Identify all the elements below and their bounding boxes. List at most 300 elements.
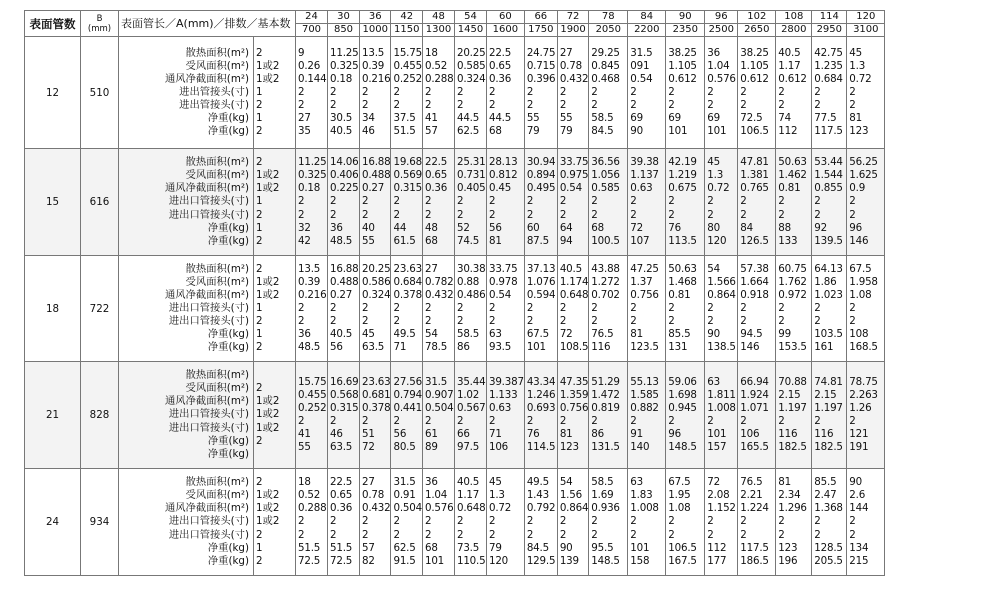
value-cell: [705, 469, 738, 576]
tube-count: 24: [25, 469, 81, 576]
row-count: 2: [256, 125, 263, 138]
value-cell: [524, 37, 557, 149]
row-count: 1: [256, 195, 263, 208]
row-count: 1: [256, 541, 263, 554]
row-count: 1或2: [256, 72, 280, 85]
row-count: 1: [256, 221, 263, 234]
value: 2: [424, 528, 432, 541]
value-cell: [486, 469, 524, 576]
value: 167.5: [668, 554, 697, 567]
value: 58.5: [591, 112, 614, 125]
value: 131: [668, 341, 688, 354]
value: 1.359: [559, 388, 589, 401]
value: 091: [630, 59, 650, 72]
value: 2: [393, 85, 400, 98]
value: 82: [362, 554, 375, 567]
value-cell: [812, 37, 847, 149]
value: 81: [630, 328, 643, 341]
value: 44.5: [488, 112, 512, 125]
value: 2: [424, 99, 432, 112]
value: 63.5: [330, 441, 353, 454]
value: 157: [707, 441, 727, 454]
value: 1.04: [707, 59, 730, 72]
header-a-12: 2500: [705, 24, 738, 37]
value: 1.26: [849, 401, 872, 414]
value: 0.567: [456, 401, 486, 414]
value: 0.684: [814, 72, 843, 85]
value: 2: [362, 528, 369, 541]
value: 50.63: [778, 156, 807, 169]
value-cell: [422, 469, 454, 576]
value: 0.52: [298, 489, 321, 502]
value-cell: [360, 37, 391, 149]
value: 16.88: [362, 156, 391, 169]
value: 0.39: [298, 275, 321, 288]
value: 36: [424, 476, 438, 489]
header-length-7: 66: [524, 11, 557, 24]
value: 72: [707, 476, 720, 489]
value: 69: [630, 112, 643, 125]
row-count: 2: [256, 315, 263, 328]
value: 53.44: [814, 156, 843, 169]
value: 0.488: [330, 275, 359, 288]
value: 1.69: [591, 489, 614, 502]
row-count: 2: [256, 46, 263, 59]
header-b-unit: (mm): [87, 23, 112, 34]
value-cell: [589, 256, 628, 362]
value: 0.9: [849, 182, 866, 195]
value: 0.586: [362, 275, 391, 288]
row-label: 进出口管接头(寸): [168, 208, 249, 221]
value: 2: [814, 415, 821, 427]
value: 196: [778, 554, 798, 567]
value: 0.432: [424, 288, 454, 301]
header-length-15: 114: [812, 11, 847, 24]
header-a-5: 1450: [454, 24, 486, 37]
value: 18: [424, 46, 438, 59]
value: 36: [330, 221, 343, 234]
value: 27: [559, 46, 573, 59]
value: 2: [330, 415, 337, 427]
value: 13.5: [298, 262, 321, 275]
header-a-1: 850: [328, 24, 360, 37]
value-cell: [557, 37, 588, 149]
value: 19.68: [393, 156, 422, 169]
value-cell: [628, 362, 666, 469]
value: 2: [526, 515, 534, 528]
value: 1.296: [778, 502, 807, 515]
value: 0.569: [393, 169, 422, 182]
header-length-2: 36: [360, 11, 391, 24]
value: 1.625: [849, 169, 878, 182]
value: 40.5: [330, 125, 353, 138]
row-count: 2: [256, 434, 263, 447]
value: 0.576: [707, 72, 736, 85]
value: 0.252: [393, 72, 422, 85]
value: 2: [298, 85, 305, 98]
value: 13.5: [362, 46, 385, 59]
value: 1.02: [456, 388, 480, 401]
value: 0.81: [668, 288, 691, 301]
value: 128.5: [814, 541, 843, 554]
row-label: 散热面积(m²): [185, 369, 249, 382]
value-cell: [812, 362, 847, 469]
row-label: 散热面积(m²): [185, 156, 249, 169]
value-cell: [360, 469, 391, 576]
value: 2: [849, 99, 856, 112]
value-cell: [454, 37, 486, 149]
value: 2: [630, 99, 637, 112]
value: 60.75: [778, 262, 807, 275]
value: 0.918: [740, 288, 769, 301]
value: 2: [668, 208, 675, 221]
value: 56: [393, 428, 407, 441]
value: 55: [362, 234, 375, 247]
tube-count: 12: [25, 37, 81, 149]
value-cell: [296, 469, 328, 576]
value: 45: [707, 156, 720, 169]
value: 25.31: [456, 156, 486, 169]
value: 2: [330, 85, 337, 98]
value: 0.78: [559, 59, 582, 72]
value: 51.5: [298, 541, 321, 554]
value-cell: [776, 469, 812, 576]
group-row: [25, 469, 885, 576]
value: 2: [668, 315, 675, 328]
value: 2.47: [814, 489, 837, 502]
row-count: 2: [256, 156, 263, 169]
label-cell: [119, 469, 254, 576]
value: 59.06: [668, 375, 697, 388]
value: 2: [849, 515, 856, 528]
header-a-16: 3100: [847, 24, 885, 37]
value: 35: [298, 125, 311, 138]
value: 2.08: [707, 489, 730, 502]
value: 43.88: [591, 262, 620, 275]
value-cell: [486, 256, 524, 362]
value: 1.219: [668, 169, 697, 182]
value: 146: [849, 234, 869, 247]
value: 2: [456, 85, 464, 98]
value: 0.936: [591, 502, 620, 515]
value: 0.702: [591, 288, 620, 301]
value: 0.612: [778, 72, 807, 85]
header-length-13: 102: [738, 11, 776, 24]
value: 23.63: [393, 262, 422, 275]
count-cell: [254, 256, 296, 362]
value: 86: [456, 341, 470, 354]
value: 90: [707, 328, 720, 341]
value: 2: [849, 301, 856, 314]
value: 2: [707, 315, 714, 328]
value: 50.63: [668, 262, 697, 275]
header-a-14: 2800: [776, 24, 812, 37]
value: 2: [630, 208, 637, 221]
group-row: [25, 149, 885, 256]
value: 68: [424, 234, 438, 247]
value: 0.585: [591, 182, 620, 195]
value: 56: [488, 221, 502, 234]
row-count: 2: [256, 99, 263, 112]
value: 0.455: [393, 59, 422, 72]
value: 73.5: [456, 541, 480, 554]
value-cell: [557, 362, 588, 469]
value: 69: [668, 112, 681, 125]
header-a-8: 1900: [557, 24, 588, 37]
value: 30.38: [456, 262, 486, 275]
value: 48.5: [330, 234, 353, 247]
value: 70.88: [778, 375, 807, 388]
row-count: 1或2: [256, 502, 280, 515]
value: 37.5: [393, 112, 416, 125]
header-length-8: 72: [557, 11, 588, 24]
value: 0.648: [559, 288, 589, 301]
value: 0.756: [630, 288, 659, 301]
value: 0.455: [298, 388, 327, 401]
value: 97.5: [456, 441, 480, 454]
group-row: [25, 37, 885, 149]
value: 1.246: [526, 388, 556, 401]
value: 2: [298, 515, 305, 528]
value: 134: [849, 541, 869, 554]
value: 0.325: [298, 169, 327, 182]
value: 51: [362, 428, 375, 441]
value: 0.681: [362, 388, 391, 401]
value: 165.5: [740, 441, 769, 454]
value: 2: [488, 301, 496, 314]
value: 22.5: [330, 476, 353, 489]
row-label: 散热面积(m²): [185, 46, 249, 59]
header-length-12: 96: [705, 11, 738, 24]
value: 2: [814, 85, 821, 98]
value: 60: [526, 221, 540, 234]
value: 56.25: [849, 156, 878, 169]
value: 85.5: [668, 328, 691, 341]
value: 2: [488, 195, 496, 208]
value: 0.504: [424, 401, 454, 414]
value: 0.78: [362, 489, 385, 502]
value: 58.5: [591, 476, 614, 489]
value-cell: [486, 362, 524, 469]
value: 0.486: [456, 288, 486, 301]
value: 2.263: [849, 388, 878, 401]
label-cell: [119, 362, 254, 469]
value: 31.5: [630, 46, 653, 59]
value: 30.94: [526, 156, 556, 169]
value: 1.3: [488, 489, 505, 502]
value: 2: [424, 315, 432, 328]
header-a-7: 1750: [524, 24, 557, 37]
value: 0.324: [456, 72, 486, 85]
value: 63: [630, 476, 643, 489]
value: 2: [298, 195, 305, 208]
count-cell: [254, 362, 296, 469]
value: 2: [488, 515, 496, 528]
value: 2: [559, 515, 567, 528]
value: 0.488: [362, 169, 391, 182]
value: 1.544: [814, 169, 843, 182]
label-cell: [119, 149, 254, 256]
value-cell: [296, 37, 328, 149]
value-cell: [524, 256, 557, 362]
value: 106: [740, 428, 760, 441]
value: 2: [456, 301, 464, 314]
value-cell: [776, 37, 812, 149]
value: 2: [393, 315, 400, 328]
row-label: 散热面积(m²): [185, 476, 249, 489]
value-cell: [454, 469, 486, 576]
header-length-9: 78: [589, 11, 628, 24]
value: 39.38: [630, 156, 659, 169]
value: 74.5: [456, 234, 480, 247]
value: 22.5: [488, 46, 512, 59]
value: 41: [424, 112, 438, 125]
value: 55: [298, 441, 311, 454]
value: 0.36: [424, 182, 448, 195]
value: 2: [849, 528, 856, 541]
value: 45: [488, 476, 502, 489]
row-count: 1或2: [256, 421, 280, 434]
value: 2: [424, 85, 432, 98]
value: 103.5: [814, 328, 843, 341]
row-count: 1: [256, 301, 263, 314]
value: 94: [559, 234, 573, 247]
value-cell: [454, 256, 486, 362]
value: 23.63: [362, 375, 391, 388]
row-label: 通风净截面积(m²): [165, 395, 249, 408]
value: 92: [814, 221, 827, 234]
value: 34: [362, 112, 375, 125]
value: 113.5: [668, 234, 697, 247]
header-tubes: 表面管数: [25, 11, 81, 37]
value: 112: [778, 125, 798, 138]
value: 0.72: [707, 182, 730, 195]
value: 91: [630, 428, 643, 441]
value: 2: [362, 415, 369, 427]
b-value: 722: [81, 256, 119, 362]
value-cell: [847, 149, 885, 256]
value: 80.5: [393, 441, 416, 454]
value: 2.34: [778, 489, 801, 502]
value: 67.5: [849, 262, 872, 275]
value: 2: [740, 99, 747, 112]
header-length-11: 90: [666, 11, 705, 24]
value: 15.75: [393, 46, 422, 59]
value: 0.315: [330, 401, 359, 414]
header-length-14: 108: [776, 11, 812, 24]
value: 88: [778, 221, 791, 234]
value: 2: [668, 528, 675, 541]
value: 1.924: [740, 388, 769, 401]
value: 27: [298, 112, 311, 125]
value-cell: [705, 149, 738, 256]
value: 2: [778, 85, 785, 98]
value-cell: [391, 469, 422, 576]
value: 2: [559, 315, 567, 328]
value: 0.406: [330, 169, 359, 182]
row-label: 受风面积(m²): [185, 169, 249, 182]
value: 28.13: [488, 156, 518, 169]
value: 1.023: [814, 288, 843, 301]
value: 1.95: [668, 489, 691, 502]
value: 2: [814, 301, 821, 314]
value-cell: [454, 149, 486, 256]
value-cell: [776, 256, 812, 362]
value-cell: [328, 149, 360, 256]
row-count: 2: [256, 262, 263, 275]
value: 85.5: [814, 476, 837, 489]
row-label: 进出口管接头(寸): [168, 315, 249, 328]
value-cell: [738, 469, 776, 576]
header-a-13: 2650: [738, 24, 776, 37]
group-row: [25, 256, 885, 362]
value: 131.5: [591, 441, 620, 454]
value: 0.468: [591, 72, 620, 85]
header-length-6: 60: [486, 11, 524, 24]
value: 2: [668, 99, 675, 112]
value: 2: [778, 301, 785, 314]
value: 2.15: [778, 388, 801, 401]
value: 123: [849, 125, 869, 138]
value: 84.5: [526, 541, 549, 554]
value: 2: [488, 315, 496, 328]
value: 2: [591, 415, 598, 427]
value: 90: [559, 541, 573, 554]
value: 1.197: [814, 401, 843, 414]
value: 1.958: [849, 275, 878, 288]
value: 161: [814, 341, 834, 354]
value: 27: [424, 262, 438, 275]
tube-count: 18: [25, 256, 81, 362]
value: 2: [559, 208, 567, 221]
value: 106.5: [740, 125, 769, 138]
value: 2: [630, 415, 637, 427]
row-count: 2: [256, 528, 263, 541]
row-count: 1或2: [256, 515, 280, 528]
value: 110.5: [456, 554, 486, 567]
value: 129.5: [526, 554, 556, 567]
value: 64.13: [814, 262, 843, 275]
value: 2: [668, 195, 675, 208]
value: 2: [330, 99, 337, 112]
value: 1.152: [707, 502, 736, 515]
row-label: 净重(kg): [207, 112, 249, 125]
value-cell: [705, 362, 738, 469]
value-cell: [776, 149, 812, 256]
value: 55: [559, 112, 573, 125]
header-a-3: 1150: [391, 24, 422, 37]
value: 0.378: [362, 401, 391, 414]
value: 2: [740, 528, 747, 541]
value: 0.882: [630, 401, 659, 414]
value: 126.5: [740, 234, 769, 247]
value: 1.468: [668, 275, 697, 288]
value: 2: [668, 85, 675, 98]
value: 0.252: [298, 401, 327, 414]
value-cell: [391, 256, 422, 362]
value: 2: [298, 528, 305, 541]
value: 22.5: [424, 156, 448, 169]
value: 2: [424, 208, 432, 221]
value: 158: [630, 554, 650, 567]
value: 117.5: [814, 125, 843, 138]
value: 2: [456, 528, 464, 541]
value: 1.056: [591, 169, 620, 182]
value: 0.972: [778, 288, 807, 301]
value: 2: [330, 515, 337, 528]
header-a-6: 1600: [486, 24, 524, 37]
value: 2: [849, 415, 856, 427]
